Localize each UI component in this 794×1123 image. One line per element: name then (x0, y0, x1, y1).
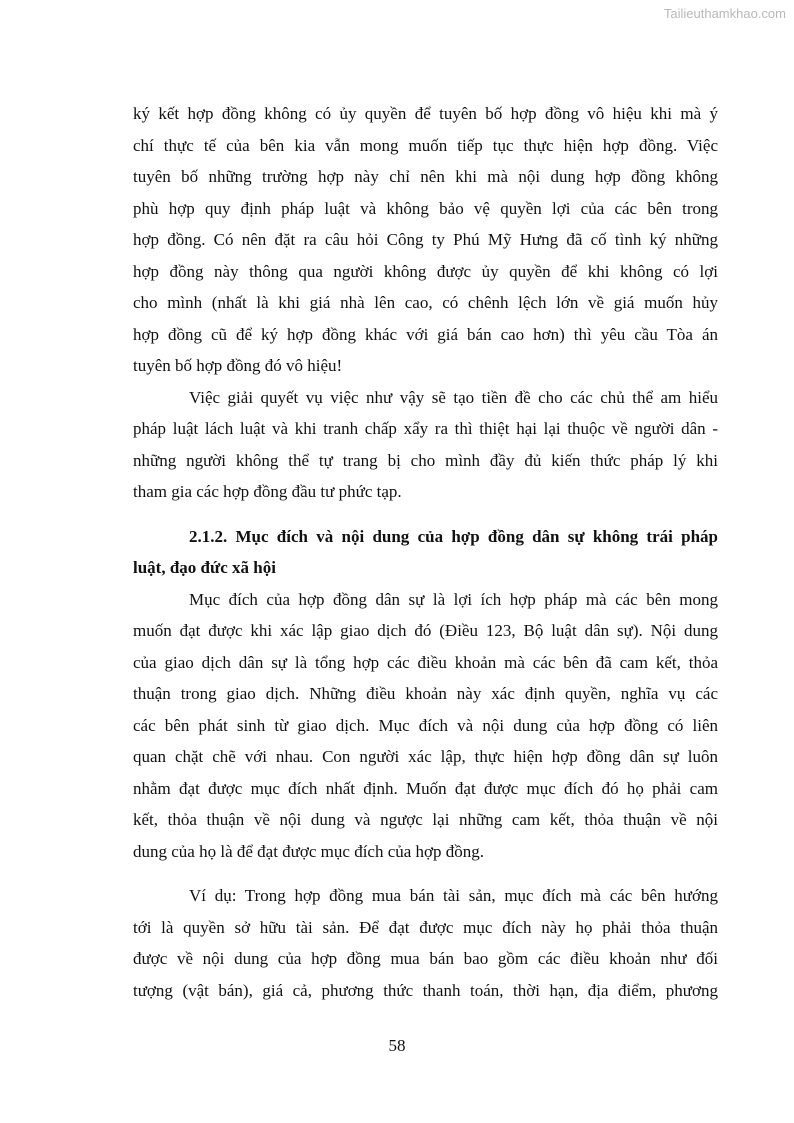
text-line: phù hợp quy định pháp luật và không bảo vệ quyền lợi của các bên trong (133, 198, 718, 218)
text-line: tới là quyền sở hữu tài sản. Để đạt được mục đích này họ phải thỏa thuận (133, 917, 718, 937)
paragraph-4 (133, 880, 718, 1006)
paragraph-3 (133, 584, 718, 868)
text-line: hợp đồng cũ để ký hợp đồng khác với giá bán cao hơn) thì yêu cầu Tòa án (133, 324, 718, 344)
text-line: dung của họ là để đạt được mục đích của hợp đồng. (133, 841, 485, 861)
text-line: hợp đồng. Có nên đặt ra câu hỏi Công ty Phú Mỹ Hưng đã cố tình ký những (133, 230, 718, 249)
heading-line: luật, đạo đức xã hội (133, 558, 276, 577)
page-body (133, 98, 718, 1006)
text-line: quan chặt chẽ với nhau. Con người xác lập, thực hiện hợp đồng dân sự luôn (133, 747, 718, 766)
text-line: Ví dụ: Trong hợp đồng mua bán tài sản, mục đích mà các bên hướng (189, 886, 718, 905)
text-line: muốn đạt được khi xác lập giao dịch đó (Điều 123, Bộ luật dân sự). Nội dung (133, 621, 718, 640)
text-line: các bên phát sinh từ giao dịch. Mục đích và nội dung của hợp đồng có liên (133, 715, 718, 735)
text-line: hợp đồng này thông qua người không được ủy quyền để khi không có lợi (133, 261, 718, 281)
text-line: được về nội dung của hợp đồng mua bán bao gồm các điều khoản như đối (133, 949, 718, 968)
section-heading (133, 521, 718, 584)
text-line: pháp luật lách luật và khi tranh chấp xẩy ra thì thiệt hại lại thuộc về người dân - (133, 419, 718, 438)
text-line: tuyên bố hợp đồng đó vô hiệu! (133, 356, 343, 375)
paragraph-1 (133, 98, 718, 382)
text-line: của giao dịch dân sự là tổng hợp các điều khoản mà các bên đã cam kết, thỏa (133, 652, 718, 672)
page-number: 58 (388, 1036, 406, 1055)
text-line: cho mình (nhất là khi giá nhà lên cao, có chênh lệch lớn về giá muốn hủy (133, 293, 718, 312)
text-line: nhằm đạt được mục đích nhất định. Muốn đạt được mục đích đó họ phải cam (133, 778, 718, 798)
watermark: Tailieuthamkhao.com (663, 6, 786, 21)
text-line: tuyên bố những trường hợp này chỉ nên khi mà nội dung hợp đồng không (133, 167, 718, 186)
text-line: kết, thỏa thuận về nội dung và ngược lại những cam kết, thỏa thuận về nội (133, 810, 718, 829)
paragraph-2 (133, 382, 718, 508)
text-line: ký kết hợp đồng không có ủy quyền để tuyên bố hợp đồng vô hiệu khi mà ý (133, 104, 718, 123)
text-line: những người không thể tự trang bị cho mình đầy đủ kiến thức pháp lý khi (133, 450, 718, 470)
text-line: chí thực tế của bên kia vẫn mong muốn tiếp tục thực hiện hợp đồng. Việc (133, 135, 718, 155)
text-line: tượng (vật bán), giá cả, phương thức thanh toán, thời hạn, địa điểm, phương (133, 980, 718, 1000)
text-line: tham gia các hợp đồng đầu tư phức tạp. (133, 482, 402, 501)
text-line: Việc giải quyết vụ việc như vậy sẽ tạo tiền đề cho các chủ thể am hiểu (189, 387, 718, 407)
heading-line: 2.1.2. Mục đích và nội dung của hợp đồng dân sự không trái pháp (189, 526, 718, 546)
text-line: Mục đích của hợp đồng dân sự là lợi ích hợp pháp mà các bên mong (189, 589, 718, 609)
text-line: thuận trong giao dịch. Những điều khoản này xác định quyền, nghĩa vụ các (133, 684, 718, 703)
